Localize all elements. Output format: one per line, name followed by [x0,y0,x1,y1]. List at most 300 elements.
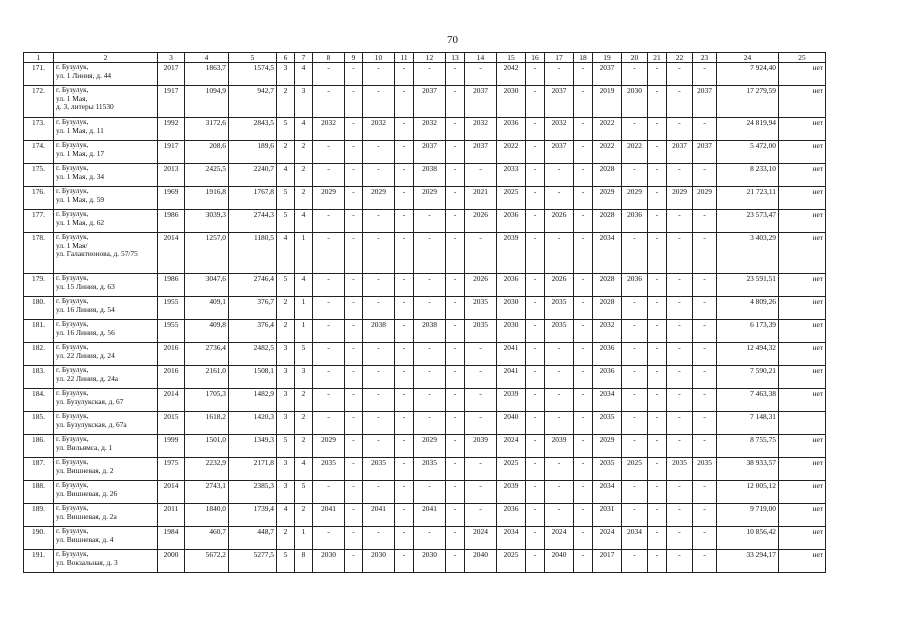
value-cell-col-22: 2035 [667,458,693,481]
address-line: г. Бузулук, [56,411,89,420]
value-cell-col-20: - [622,481,648,504]
value-cell-col-4: 1257,0 [185,233,229,274]
value-cell-col-6: 5 [277,435,295,458]
table-row [24,86,826,118]
value-cell-col-17: - [545,481,574,504]
value-cell-col-6: 3 [277,412,295,435]
value-cell-col-19: 2031 [593,504,622,527]
value-cell-col-8: 2041 [313,504,345,527]
value-cell-col-21: - [648,366,667,389]
value-cell-col-14: 2035 [465,297,497,320]
value-cell-col-8: 2030 [313,550,345,573]
value-cell-col-3: 2000 [158,550,185,573]
value-cell-col-24: 12 494,32 [717,343,779,366]
column-number-header: 1 [24,53,54,63]
value-cell-col-18: - [574,233,593,274]
value-cell-col-24: 33 294,17 [717,550,779,573]
value-cell-col-24: 17 279,59 [717,86,779,118]
value-cell-col-25: нет [779,86,826,118]
value-cell-col-9: - [345,63,363,86]
row-number-cell: 179. [24,274,54,297]
value-cell-col-12: - [414,210,446,233]
value-cell-col-11: - [395,343,414,366]
value-cell-col-6: 5 [277,274,295,297]
value-cell-col-22: - [667,550,693,573]
value-cell-col-23: - [693,343,717,366]
table-row [24,389,826,412]
value-cell-col-24: 7 148,31 [717,412,779,435]
value-cell-col-13: - [446,504,465,527]
value-cell-col-22: 2029 [667,187,693,210]
value-cell-col-10: - [363,233,395,274]
page-number: 70 [447,34,458,46]
address-line: д. 3, литеры 11530 [56,102,114,112]
value-cell-col-21: - [648,63,667,86]
value-cell-col-19: 2037 [593,63,622,86]
value-cell-col-14: 2024 [465,527,497,550]
value-cell-col-16: - [526,86,545,118]
table-row [24,210,826,233]
value-cell-col-24: 24 819,94 [717,118,779,141]
value-cell-col-20: - [622,343,648,366]
address-cell [54,320,158,343]
value-cell-col-22: - [667,481,693,504]
value-cell-col-23: - [693,366,717,389]
value-cell-col-7: 1 [295,527,313,550]
table-row [24,481,826,504]
value-cell-col-24: 3 403,29 [717,233,779,274]
value-cell-col-5: 1574,5 [229,63,277,86]
value-cell-col-16: - [526,274,545,297]
value-cell-col-21: - [648,141,667,164]
value-cell-col-17: 2026 [545,274,574,297]
value-cell-col-18: - [574,86,593,118]
value-cell-col-8: - [313,141,345,164]
value-cell-col-6: 4 [277,504,295,527]
value-cell-col-9: - [345,297,363,320]
value-cell-col-14: - [465,233,497,274]
value-cell-col-5: 2482,5 [229,343,277,366]
value-cell-col-4: 409,8 [185,320,229,343]
value-cell-col-17: - [545,504,574,527]
value-cell-col-6: 2 [277,320,295,343]
value-cell-col-11: - [395,233,414,274]
value-cell-col-11: - [395,412,414,435]
value-cell-col-10: - [363,412,395,435]
value-cell-col-22: - [667,210,693,233]
value-cell-col-3: 2014 [158,481,185,504]
value-cell-col-5: 2385,3 [229,481,277,504]
value-cell-col-12: - [414,233,446,274]
column-number-header: 5 [229,53,277,63]
value-cell-col-15: 2034 [497,527,526,550]
value-cell-col-14: - [465,481,497,504]
value-cell-col-7: 4 [295,210,313,233]
value-cell-col-13: - [446,550,465,573]
table-row [24,320,826,343]
value-cell-col-22: - [667,504,693,527]
value-cell-col-7: 4 [295,118,313,141]
table-row [24,412,826,435]
value-cell-col-16: - [526,187,545,210]
value-cell-col-11: - [395,187,414,210]
address-cell [54,233,158,274]
value-cell-col-13: - [446,389,465,412]
value-cell-col-8: - [313,343,345,366]
value-cell-col-21: - [648,274,667,297]
value-cell-col-21: - [648,458,667,481]
value-cell-col-17: - [545,187,574,210]
value-cell-col-16: - [526,343,545,366]
value-cell-col-25: нет [779,63,826,86]
value-cell-col-3: 2013 [158,164,185,187]
column-number-header: 8 [313,53,345,63]
value-cell-col-13: - [446,164,465,187]
value-cell-col-7: 4 [295,458,313,481]
value-cell-col-10: 2030 [363,550,395,573]
address-cell [54,481,158,504]
address-cell [54,141,158,164]
value-cell-col-10: - [363,63,395,86]
value-cell-col-12: 2041 [414,504,446,527]
table-row [24,458,826,481]
value-cell-col-6: 5 [277,210,295,233]
address-line: г. Бузулук, [56,342,89,351]
row-number-cell: 178. [24,233,54,274]
value-cell-col-24: 6 173,39 [717,320,779,343]
address-cell [54,118,158,141]
value-cell-col-12: - [414,412,446,435]
value-cell-col-21: - [648,527,667,550]
value-cell-col-10: - [363,164,395,187]
value-cell-col-4: 409,1 [185,297,229,320]
address-line: ул. Бузулукская, д. 67а [56,419,127,429]
value-cell-col-18: - [574,343,593,366]
value-cell-col-14: - [465,63,497,86]
value-cell-col-25: нет [779,527,826,550]
value-cell-col-19: 2028 [593,297,622,320]
address-line: г. Бузулук, [56,457,89,466]
value-cell-col-23: - [693,297,717,320]
value-cell-col-3: 1986 [158,210,185,233]
value-cell-col-24: 8 233,10 [717,164,779,187]
table-row [24,141,826,164]
value-cell-col-4: 1501,0 [185,435,229,458]
value-cell-col-3: 1917 [158,86,185,118]
table-row [24,233,826,274]
value-cell-col-21: - [648,118,667,141]
address-line: ул. 1 Мая, д. 11 [56,125,104,135]
address-line: ул. Вишневая, д. 26 [56,488,118,498]
value-cell-col-15: 2025 [497,458,526,481]
value-cell-col-18: - [574,412,593,435]
value-cell-col-9: - [345,527,363,550]
value-cell-col-12: - [414,297,446,320]
value-cell-col-18: - [574,274,593,297]
value-cell-col-25 [779,412,826,435]
value-cell-col-7: 3 [295,86,313,118]
column-number-header: 18 [574,53,593,63]
table-row [24,297,826,320]
value-cell-col-16: - [526,141,545,164]
value-cell-col-17: 2026 [545,210,574,233]
value-cell-col-15: 2036 [497,210,526,233]
value-cell-col-25: нет [779,435,826,458]
value-cell-col-7: 2 [295,435,313,458]
value-cell-col-5: 2171,8 [229,458,277,481]
value-cell-col-11: - [395,504,414,527]
value-cell-col-10: - [363,366,395,389]
value-cell-col-19: 2029 [593,435,622,458]
value-cell-col-20: 2034 [622,527,648,550]
value-cell-col-13: - [446,412,465,435]
value-cell-col-14: 2037 [465,141,497,164]
value-cell-col-24: 4 809,26 [717,297,779,320]
address-cell [54,527,158,550]
column-number-header: 10 [363,53,395,63]
value-cell-col-5: 2744,3 [229,210,277,233]
value-cell-col-22: - [667,389,693,412]
value-cell-col-21: - [648,320,667,343]
row-number-cell: 186. [24,435,54,458]
value-cell-col-17: 2040 [545,550,574,573]
value-cell-col-7: 8 [295,550,313,573]
value-cell-col-4: 5672,2 [185,550,229,573]
address-line: ул. 16 Линия, д. 56 [56,327,115,337]
address-line: г. Бузулук, [56,117,89,126]
value-cell-col-13: - [446,233,465,274]
value-cell-col-5: 1482,9 [229,389,277,412]
address-line: г. Бузулук, [56,434,89,443]
value-cell-col-8: 2032 [313,118,345,141]
table-row [24,118,826,141]
column-number-header: 3 [158,53,185,63]
value-cell-col-23: - [693,118,717,141]
value-cell-col-21: - [648,210,667,233]
value-cell-col-9: - [345,389,363,412]
value-cell-col-8: 2029 [313,187,345,210]
value-cell-col-23: - [693,527,717,550]
value-cell-col-22: - [667,86,693,118]
value-cell-col-12: 2030 [414,550,446,573]
value-cell-col-14: - [465,366,497,389]
column-number-header: 9 [345,53,363,63]
value-cell-col-7: 4 [295,274,313,297]
value-cell-col-20: - [622,550,648,573]
value-cell-col-3: 2014 [158,233,185,274]
value-cell-col-11: - [395,458,414,481]
address-line: ул. 1 Мая, [56,93,88,103]
value-cell-col-25: нет [779,550,826,573]
value-cell-col-23: - [693,233,717,274]
value-cell-col-6: 5 [277,550,295,573]
value-cell-col-9: - [345,274,363,297]
value-cell-col-5: 1180,5 [229,233,277,274]
value-cell-col-9: - [345,210,363,233]
value-cell-col-14: 2035 [465,320,497,343]
address-line: г. Бузулук, [56,209,89,218]
value-cell-col-3: 1955 [158,320,185,343]
value-cell-col-7: 1 [295,233,313,274]
address-line: ул. 1 Мая, д. 17 [56,148,105,158]
value-cell-col-9: - [345,412,363,435]
value-cell-col-22: - [667,274,693,297]
address-cell [54,550,158,573]
address-line: ул. Вокзальная, д. 3 [56,557,118,567]
value-cell-col-4: 3047,6 [185,274,229,297]
address-line: ул. 22 Линия, д. 24 [56,350,115,360]
value-cell-col-20: - [622,504,648,527]
value-cell-col-11: - [395,366,414,389]
value-cell-col-18: - [574,389,593,412]
value-cell-col-14: 2026 [465,274,497,297]
value-cell-col-14: - [465,164,497,187]
table-row [24,63,826,86]
value-cell-col-14: - [465,504,497,527]
value-cell-col-16: - [526,118,545,141]
value-cell-col-12: - [414,389,446,412]
address-line: ул. 16 Линия, д. 54 [56,304,115,314]
value-cell-col-18: - [574,366,593,389]
value-cell-col-9: - [345,481,363,504]
value-cell-col-9: - [345,164,363,187]
value-cell-col-10: - [363,389,395,412]
value-cell-col-18: - [574,141,593,164]
column-number-header: 14 [465,53,497,63]
value-cell-col-16: - [526,458,545,481]
address-line: г. Бузулук, [56,296,89,305]
address-line: г. Бузулук, [56,549,89,558]
address-line: г. Бузулук, [56,186,89,195]
value-cell-col-20: - [622,389,648,412]
value-cell-col-15: 2039 [497,233,526,274]
value-cell-col-17: - [545,63,574,86]
value-cell-col-8: 2029 [313,435,345,458]
row-number-cell: 190. [24,527,54,550]
address-line: г. Бузулук, [56,273,89,282]
value-cell-col-6: 5 [277,187,295,210]
value-cell-col-25: нет [779,504,826,527]
value-cell-col-15: 2024 [497,435,526,458]
column-number-header: 12 [414,53,446,63]
address-cell [54,187,158,210]
value-cell-col-17: - [545,366,574,389]
value-cell-col-12: 2038 [414,320,446,343]
value-cell-col-4: 1705,3 [185,389,229,412]
value-cell-col-16: - [526,164,545,187]
column-number-header: 20 [622,53,648,63]
address-line: ул. Вишневая, д. 4 [56,534,114,544]
value-cell-col-7: 2 [295,389,313,412]
value-cell-col-6: 3 [277,63,295,86]
value-cell-col-25: нет [779,141,826,164]
value-cell-col-11: - [395,435,414,458]
value-cell-col-7: 5 [295,481,313,504]
value-cell-col-21: - [648,435,667,458]
value-cell-col-8: - [313,233,345,274]
value-cell-col-24: 10 856,42 [717,527,779,550]
value-cell-col-12: 2035 [414,458,446,481]
value-cell-col-5: 1739,4 [229,504,277,527]
value-cell-col-13: - [446,118,465,141]
value-cell-col-7: 5 [295,343,313,366]
value-cell-col-19: 2035 [593,458,622,481]
value-cell-col-3: 2015 [158,412,185,435]
row-number-cell: 174. [24,141,54,164]
value-cell-col-6: 3 [277,366,295,389]
address-cell [54,343,158,366]
value-cell-col-9: - [345,86,363,118]
value-cell-col-17: 2037 [545,86,574,118]
value-cell-col-22: - [667,412,693,435]
value-cell-col-11: - [395,297,414,320]
value-cell-col-15: 2033 [497,164,526,187]
value-cell-col-9: - [345,435,363,458]
column-number-header: 13 [446,53,465,63]
address-cell [54,412,158,435]
value-cell-col-5: 5277,5 [229,550,277,573]
value-cell-col-20: - [622,233,648,274]
value-cell-col-18: - [574,320,593,343]
value-cell-col-8: - [313,389,345,412]
value-cell-col-22: 2037 [667,141,693,164]
value-cell-col-6: 2 [277,141,295,164]
value-cell-col-4: 1840,0 [185,504,229,527]
value-cell-col-21: - [648,187,667,210]
value-cell-col-18: - [574,187,593,210]
value-cell-col-15: 2040 [497,412,526,435]
value-cell-col-16: - [526,412,545,435]
address-line: г. Бузулук, [56,140,89,149]
value-cell-col-4: 2736,4 [185,343,229,366]
address-line: ул. Галактионова, д. 57/75 [56,249,138,259]
value-cell-col-9: - [345,320,363,343]
value-cell-col-20: - [622,118,648,141]
value-cell-col-20: 2029 [622,187,648,210]
value-cell-col-9: - [345,118,363,141]
value-cell-col-11: - [395,320,414,343]
value-cell-col-13: - [446,320,465,343]
address-cell [54,458,158,481]
value-cell-col-19: 2034 [593,389,622,412]
address-line: г. Бузулук, [56,526,89,535]
value-cell-col-5: 2240,7 [229,164,277,187]
address-line: ул. 1 Мая, д. 59 [56,194,105,204]
address-line: ул. 15 Линия, д. 63 [56,281,115,291]
value-cell-col-20: - [622,297,648,320]
value-cell-col-18: - [574,435,593,458]
value-cell-col-18: - [574,118,593,141]
value-cell-col-20: 2025 [622,458,648,481]
address-line: г. Бузулук, [56,85,89,94]
value-cell-col-8: - [313,412,345,435]
address-line: ул. Вишневая, д. 2а [56,511,117,521]
value-cell-col-3: 1999 [158,435,185,458]
value-cell-col-14: 2026 [465,210,497,233]
value-cell-col-6: 4 [277,233,295,274]
value-cell-col-21: - [648,550,667,573]
value-cell-col-6: 4 [277,164,295,187]
value-cell-col-22: - [667,233,693,274]
address-line: г. Бузулук, [56,62,89,71]
value-cell-col-8: - [313,320,345,343]
value-cell-col-13: - [446,63,465,86]
value-cell-col-19: 2028 [593,164,622,187]
value-cell-col-6: 2 [277,527,295,550]
value-cell-col-17: 2039 [545,435,574,458]
column-number-header: 24 [717,53,779,63]
value-cell-col-15: 2030 [497,297,526,320]
